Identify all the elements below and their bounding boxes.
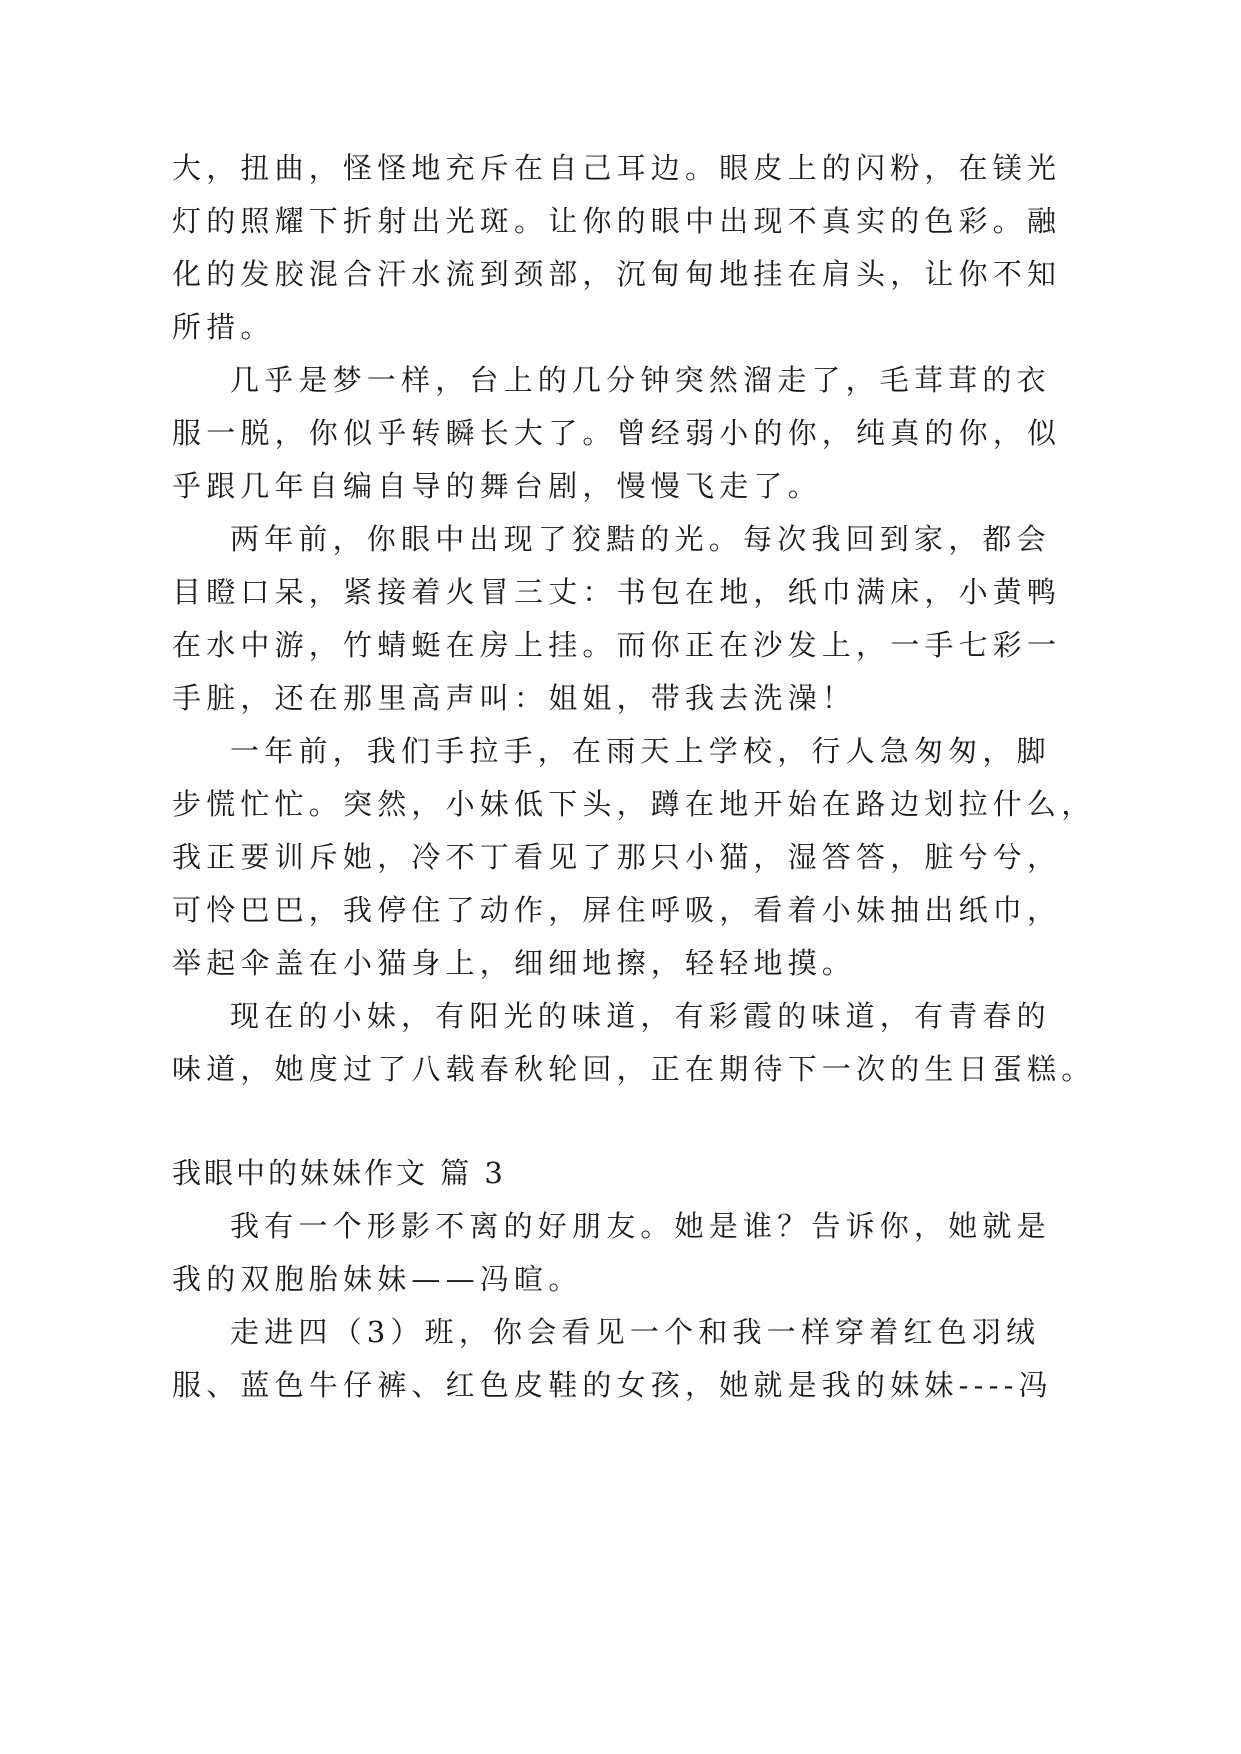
- paragraph-line: 走进四（3）班，你会看见一个和我一样穿着红色羽绒: [230, 1315, 1041, 1349]
- paragraph-line: 服、蓝色牛仔裤、红色皮鞋的女孩，她就是我的妹妹----冯: [172, 1368, 1053, 1402]
- paragraph-line: 化的发胶混合汗水流到颈部，沉甸甸地挂在肩头，让你不知: [172, 257, 1062, 291]
- paragraph-line: 我有一个形影不离的好朋友。她是谁？告诉你，她就是: [230, 1209, 1051, 1243]
- paragraph-line: 手脏，还在那里高声叫：姐姐，带我去洗澡！: [172, 681, 857, 715]
- paragraph-line: 几乎是梦一样，台上的几分钟突然溜走了，毛茸茸的衣: [230, 363, 1051, 397]
- paragraph-line: 步慌忙忙。突然，小妹低下头，蹲在地开始在路边划拉什么，: [172, 787, 1096, 821]
- paragraph-line: 可怜巴巴，我停住了动作，屏住呼吸，看着小妹抽出纸巾，: [172, 893, 1062, 927]
- paragraph-line: 在水中游，竹蜻蜓在房上挂。而你正在沙发上，一手七彩一: [172, 628, 1062, 662]
- paragraph-line: 目瞪口呆，紧接着火冒三丈：书包在地，纸巾满床，小黄鸭: [172, 575, 1062, 609]
- paragraph-line: 两年前，你眼中出现了狡黠的光。每次我回到家，都会: [230, 522, 1051, 556]
- paragraph-line: 乎跟几年自编自导的舞台剧，慢慢飞走了。: [172, 469, 822, 503]
- paragraph-line: 味道，她度过了八载春秋轮回，正在期待下一次的生日蛋糕。: [172, 1052, 1096, 1086]
- paragraph-line: 我正要训斥她，冷不丁看见了那只小猫，湿答答，脏兮兮，: [172, 840, 1062, 874]
- paragraph-line: 所措。: [172, 310, 275, 344]
- paragraph-line: 现在的小妹，有阳光的味道，有彩霞的味道，有青春的: [230, 999, 1051, 1033]
- paragraph-line: 我的双胞胎妹妹——冯暄。: [172, 1262, 583, 1296]
- paragraph-line: 灯的照耀下折射出光斑。让你的眼中出现不真实的色彩。融: [172, 204, 1062, 238]
- paragraph-line: 举起伞盖在小猫身上，细细地擦，轻轻地摸。: [172, 946, 857, 980]
- paragraph-line: 大，扭曲，怪怪地充斥在自己耳边。眼皮上的闪粉，在镁光: [172, 151, 1062, 185]
- paragraph-line: 服一脱，你似乎转瞬长大了。曾经弱小的你，纯真的你，似: [172, 416, 1062, 450]
- paragraph-line: 一年前，我们手拉手，在雨天上学校，行人急匆匆，脚: [230, 734, 1051, 768]
- section-heading: 我眼中的妹妹作文 篇 3: [172, 1156, 506, 1190]
